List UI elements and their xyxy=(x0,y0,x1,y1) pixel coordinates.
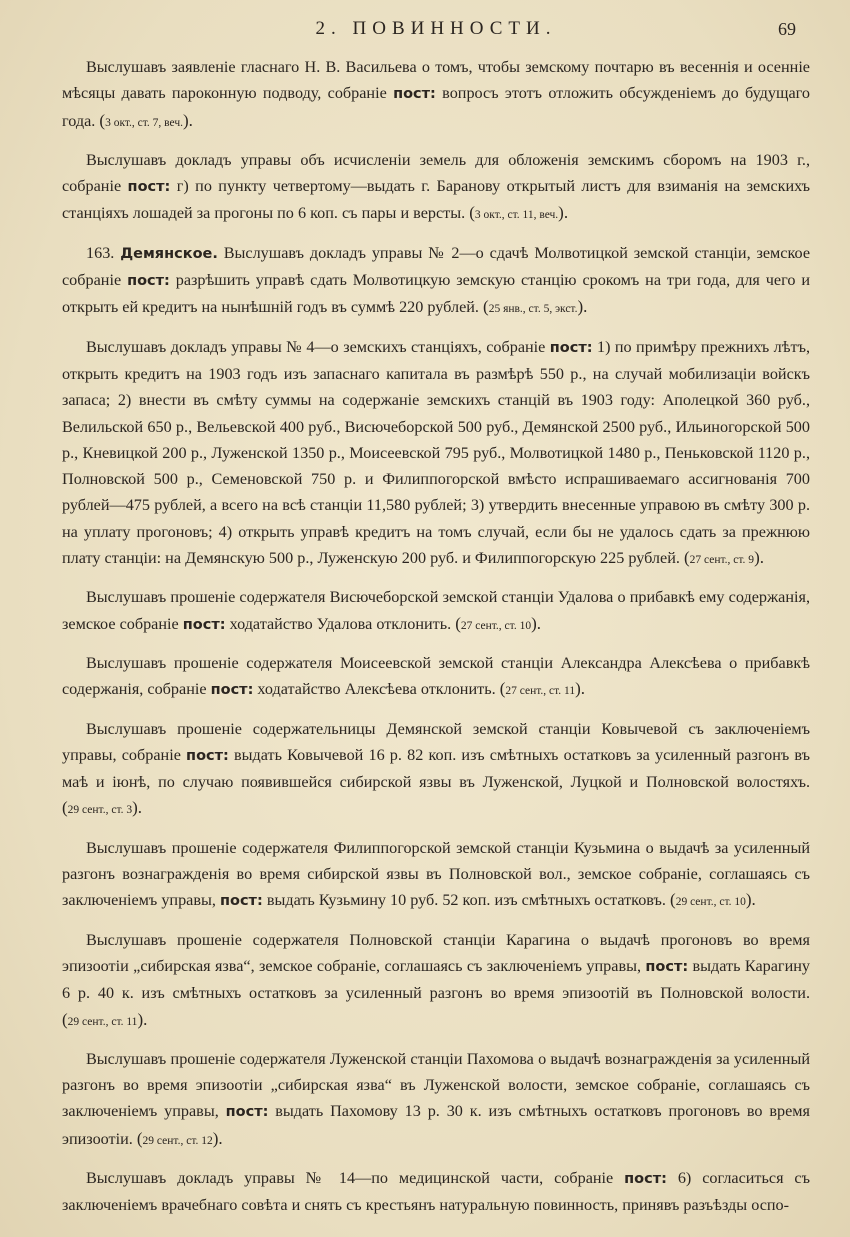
paragraph-text: 163. xyxy=(86,243,121,262)
resolution-keyword: пост: xyxy=(186,747,229,764)
session-reference: (3 окт., ст. 11, веч.). xyxy=(469,203,569,223)
session-reference-text: 27 сент., ст. 10 xyxy=(460,619,532,632)
session-reference-text: 25 янв., ст. 5, экст. xyxy=(488,303,578,316)
paragraph-text: выдать Карагину 6 р. 40 к. изъ смѣтныхъ остатковъ за усиленный разгонъ во время эпизоотій въ Полновской волости. xyxy=(62,956,810,1003)
paragraph xyxy=(62,650,810,705)
paragraph xyxy=(62,716,810,824)
paragraph xyxy=(62,54,810,136)
paragraph xyxy=(62,927,810,1035)
session-reference: (29 сент., ст. 12). xyxy=(136,1128,223,1148)
session-reference-text: 29 сент., ст. 12 xyxy=(142,1134,213,1147)
paragraph-text: Выслушавъ прошеніе содержателя Висючеборской земской станціи Удалова о прибавкѣ ему содержанія, земское собраніе xyxy=(62,588,810,633)
paragraph-text: Выслушавъ докладъ управы № 2—о сдачѣ Молвотицкой земской станціи, земское собраніе xyxy=(62,243,811,290)
resolution-keyword: пост: xyxy=(645,958,689,975)
paragraph xyxy=(62,835,810,916)
paragraph-text: выдать Ковычевой 16 р. 82 коп. изъ смѣтныхъ остатковъ за усиленный разгонъ въ маѣ и іюнѣ, по случаю появившейся сибирской язвы въ Луженской, Луцкой и Полновской волостяхъ. xyxy=(62,745,810,792)
paragraph xyxy=(62,334,810,574)
paragraph-text: Выслушавъ прошеніе содержателя Полновской станціи Карагина о выдачѣ прогоновъ во время эпизоотіи „сибирская язва“, земское собраніе, соглашаясь съ заключеніемъ управы, xyxy=(62,930,810,975)
page-number: 69 xyxy=(778,19,796,39)
resolution-keyword: пост: xyxy=(549,339,593,356)
paragraph-text: разрѣшить управѣ сдать Молвотицкую земскую станцію срокомъ на три года, для чего и открыть ей кредитъ на нынѣшній годъ въ суммѣ 220 рублей. xyxy=(62,271,811,317)
resolution-keyword: пост: xyxy=(225,1104,269,1121)
district-heading: Демянское. xyxy=(120,245,218,262)
paragraph-text: Выслушавъ заявленіе гласнаго Н. В. Васильева о томъ, чтобы земскому почтарю въ весеннія и осенніе мѣсяцы давать пароконную подводу, собраніе xyxy=(62,58,810,103)
paragraph-text: Выслушавъ докладъ управы № 4—о земскихъ станціяхъ, собраніе xyxy=(86,337,550,356)
paragraph-text: выдать Пахомову 13 р. 30 к. изъ смѣтныхъ остатковъ прогоновъ во время эпизоотіи. xyxy=(62,1102,810,1148)
resolution-keyword: пост: xyxy=(624,1170,667,1187)
paragraph-text: ходатайство Удалова отклонить. xyxy=(225,614,456,633)
paragraph-text: г) по пункту четвертому—выдать г. Баранову открытый листъ для взиманія на земскихъ станціяхъ лошадей за прогоны по 6 коп. съ пары и версты. xyxy=(62,177,811,223)
paragraph xyxy=(62,1165,810,1219)
document-body xyxy=(62,54,810,1219)
paragraph xyxy=(62,240,810,323)
running-header xyxy=(62,14,810,44)
paragraph-text: вопросъ этотъ отложить обсужденіемъ до будущаго года. xyxy=(62,84,810,130)
session-reference-text: 3 окт., ст. 7, веч. xyxy=(105,116,184,129)
paragraph xyxy=(62,584,810,639)
resolution-keyword: пост: xyxy=(210,682,254,699)
session-reference: (27 сент., ст. 10). xyxy=(455,613,541,633)
session-reference: (27 сент., ст. 9). xyxy=(683,548,764,568)
paragraph-text: Выслушавъ прошеніе содержателя Филиппогорской земской станціи Кузьмина о выдачѣ за усиленный разгонъ вознагражденія во время сибирской язвы въ Полновской вол., земское собраніе, соглашаясь съ заключеніемъ управы, xyxy=(62,838,810,910)
session-reference: (29 сент., ст. 10). xyxy=(670,890,756,910)
paragraph-text: 1) по примѣру прежнихъ лѣтъ, открыть кредитъ на 1903 годъ изъ запаснаго капитала въ размѣрѣ 550 р., на случай мобилизаціи войскъ запаса; 2) внести въ смѣту суммы на содержаніе земскихъ станцій въ 1903 году: Аполецкой 360 руб., Велильской 650 р., Вельевской 400 руб., Висючеборской 500 руб., Демянской 2500 руб., Ильиногорской 500 р., Кневицкой 200 р., Луженской 1350 р., Моисеевской 795 руб., Молвотицкой 1480 р., Пеньковской 1120 р., Полновской 500 р., Семеновской 750 р. и Филиппогорской вмѣсто испрашиваемаго ассигнованія 700 рублей—475 рублей, а всего на всѣ станціи 11,580 рублей; 3) утвердить внесенные управою въ смѣту 300 р. на уплату прогоновъ; 4) открыть управѣ кредитъ на томъ случай, если бы не удалось сдать за прежнюю плату станціи: на Демянскую 500 р., Луженскую 200 руб. и Филиппогорскую 225 рублей. xyxy=(62,337,810,568)
session-reference-text: 27 сент., ст. 9 xyxy=(689,554,755,567)
paragraph-text: Выслушавъ докладъ управы № 14—по медицинской части, собраніе xyxy=(86,1168,625,1187)
session-reference-text: 27 сент., ст. 11 xyxy=(505,685,576,698)
paragraph-text: ходатайство Алексѣева отклонить. xyxy=(253,680,500,699)
session-reference-text: 29 сент., ст. 10 xyxy=(675,896,746,909)
session-reference: (27 сент., ст. 11). xyxy=(499,679,586,699)
paragraph-text: Выслушавъ прошеніе содержателя Луженской станціи Пахомова о выдачѣ вознагражденія за усиленный разгонъ во время эпизоотіи „сибирская язва“ въ Луженской волости, земское собраніе, соглашаясь съ заключеніемъ управы, xyxy=(62,1049,810,1121)
session-reference: (29 сент., ст. 11). xyxy=(62,1009,148,1029)
section-title: 2. ПОВИННОСТИ. xyxy=(315,18,557,39)
session-reference: (25 янв., ст. 5, экст.). xyxy=(483,297,588,317)
paragraph-text: 6) согласиться съ заключеніемъ врачебнаго совѣта и снять съ крестьянъ натуральную повинность, принявъ разъѣзды оспо- xyxy=(62,1168,810,1215)
paragraph-text: Выслушавъ прошеніе содержательницы Демянской земской станціи Ковычевой съ заключеніемъ управы, собраніе xyxy=(62,719,810,764)
session-reference-text: 3 окт., ст. 11, веч. xyxy=(474,209,559,222)
resolution-keyword: пост: xyxy=(219,893,263,910)
paragraph-text: Выслушавъ прошеніе содержателя Моисеевской земской станціи Александра Алексѣева о прибавкѣ содержанія, собраніе xyxy=(62,653,810,699)
session-reference-text: 29 сент., ст. 11 xyxy=(67,1015,138,1028)
resolution-keyword: пост: xyxy=(393,86,436,103)
paragraph xyxy=(62,1046,810,1154)
session-reference: (3 окт., ст. 7, веч.). xyxy=(99,110,193,130)
resolution-keyword: пост: xyxy=(182,616,226,633)
paragraph-text: выдать Кузьмину 10 руб. 52 коп. изъ смѣтныхъ остатковъ. xyxy=(262,891,671,910)
paragraph-text: Выслушавъ докладъ управы объ исчисленіи земель для обложенія земскимъ сборомъ на 1903 г., собраніе xyxy=(62,150,810,196)
resolution-keyword: пост: xyxy=(127,179,171,196)
session-reference: (29 сент., ст. 3). xyxy=(62,798,143,818)
resolution-keyword: пост: xyxy=(127,273,170,290)
paragraph xyxy=(62,147,810,229)
session-reference-text: 29 сент., ст. 3 xyxy=(67,804,133,817)
